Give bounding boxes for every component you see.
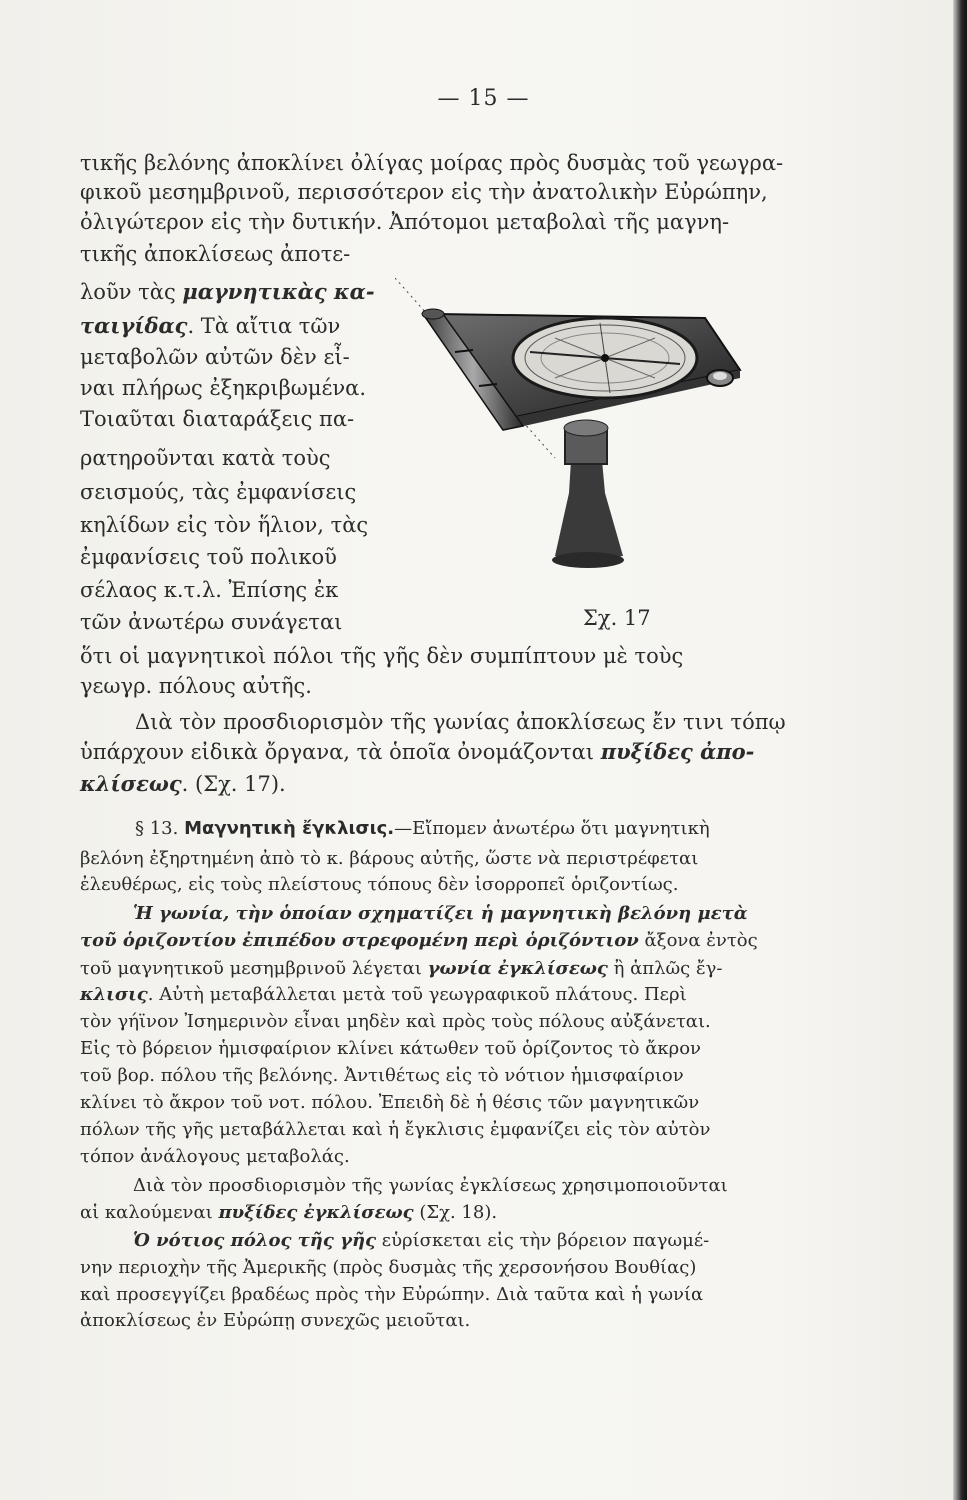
text-line: γεωγρ. πόλους αὐτῆς.: [80, 674, 312, 698]
text-line: τικῆς βελόνης ἀποκλίνει ὀλίγας μοίρας πρὸς δυσμὰς τοῦ γεωγρα-: [80, 151, 784, 175]
term-inclination-compasses: πυξίδες ἐγκλίσεως: [218, 1202, 414, 1223]
text-line: τοῦ βορ. πόλου τῆς βελόνης. Ἀντιθέτως εἰς τὸ νότιον ἡμισφαίριον: [80, 1065, 684, 1086]
text-line: τοῦ μαγνητικοῦ μεσημβρινοῦ λέγεται γωνία ἐγκλίσεως ἢ ἁπλῶς ἔγ-: [80, 958, 723, 979]
text-line: νην περιοχὴν τῆς Ἀμερικῆς (πρὸς δυσμὰς τῆς χερσονήσου Βουθίας): [80, 1257, 697, 1278]
text-line: Διὰ τὸν προσδιορισμὸν τῆς γωνίας ἐγκλίσεως χρησιμοποιοῦνται: [133, 1175, 728, 1196]
text-line: πόλων τῆς γῆς μεταβάλλεται καὶ ἡ ἔγκλισις ἐμφανίζει εἰς τὸν αὐτὸν: [80, 1119, 711, 1140]
text-line: κηλίδων εἰς τὸν ἥλιον, τὰς: [80, 513, 369, 537]
section-heading: § 13. Μαγνητικὴ ἔγκλισις.—Εἴπομεν ἀνωτέρω ὅτι μαγνητικὴ: [135, 818, 710, 839]
text-line: ὑπάρχουν εἰδικὰ ὄργανα, τὰ ὁποῖα ὀνομάζονται πυξίδες ἀπο-: [80, 739, 755, 764]
text-line: φικοῦ μεσημβρινοῦ, περισσότερον εἰς τὴν ἀνατολικὴν Εὐρώπην,: [80, 180, 768, 204]
section-number: § 13.: [135, 818, 179, 839]
term-magnetic-storms: μαγνητικὰς κα-: [182, 279, 375, 304]
section-title: Μαγνητικὴ ἔγκλισις.: [184, 818, 395, 839]
page-number: — 15 —: [437, 86, 530, 111]
text-line: Τοιαῦται διαταράξεις πα-: [80, 407, 355, 431]
text-line: Εἰς τὸ βόρειον ἡμισφαίριον κλίνει κάτωθεν τοῦ ὁρίζοντος τὸ ἄκρον: [80, 1038, 701, 1059]
figure-caption: Σχ. 17: [583, 606, 651, 630]
text-line: Ὁ νότιος πόλος τῆς γῆς εὑρίσκεται εἰς τὴν βόρειον παγωμέ-: [133, 1230, 710, 1251]
term-south-pole: Ὁ νότιος πόλος τῆς γῆς: [133, 1230, 377, 1251]
text-line: ναι πλήρως ἐξηκριβωμένα.: [80, 376, 366, 400]
text-line: ἐμφανίσεις τοῦ πολικοῦ: [80, 545, 337, 569]
text-line: τὸν γήϊνον Ἰσημερινὸν εἶναι μηδὲν καὶ πρὸς τοὺς πόλους αὐξάνεται.: [80, 1011, 711, 1032]
page-edge-shadow: [953, 0, 967, 1500]
term-magnetic-storms-end: ταιγίδας: [80, 313, 188, 338]
text-line: ὅτι οἱ μαγνητικοὶ πόλοι τῆς γῆς δὲν συμπίπτουν μὲ τοὺς: [80, 644, 684, 668]
text-line: μεταβολῶν αὐτῶν δὲν εἶ-: [80, 345, 350, 369]
text-line: ἐλευθέρως, εἰς τοὺς πλείστους τόπους δὲν ἰσορροπεῖ ὁριζοντίως.: [80, 874, 679, 895]
definition-line: τοῦ ὁριζοντίου ἐπιπέδου στρεφομένη περὶ ὁριζόντιον ἄξονα ἐντὸς: [80, 930, 758, 951]
term-declination-compasses-end: κλίσεως: [80, 771, 182, 796]
term-inclination-angle: γωνία ἐγκλίσεως: [427, 958, 608, 979]
text-line: λοῦν τὰς μαγνητικὰς κα-: [80, 279, 375, 304]
text-line: τικῆς ἀποκλίσεως ἀποτε-: [80, 242, 351, 266]
declination-compass-figure: [395, 278, 755, 598]
text-line: τῶν ἀνωτέρω συνάγεται: [80, 610, 343, 634]
text-line: σέλαος κ.τ.λ. Ἐπίσης ἐκ: [80, 578, 339, 602]
text-line: ρατηροῦνται κατὰ τοὺς: [80, 446, 331, 470]
text-line: σεισμούς, τὰς ἐμφανίσεις: [80, 480, 357, 504]
text-line: κλίνει τὸ ἄκρον τοῦ νοτ. πόλου. Ἐπειδὴ δὲ ἡ θέσις τῶν μαγνητικῶν: [80, 1092, 700, 1113]
text-line: βελόνη ἐξηρτημένη ἀπὸ τὸ κ. βάρους αὐτῆς, ὥστε νὰ περιστρέφεται: [80, 848, 699, 869]
text-line: κλίσεως. (Σχ. 17).: [80, 771, 286, 796]
text-line: Διὰ τὸν προσδιορισμὸν τῆς γωνίας ἀποκλίσεως ἔν τινι τόπῳ: [135, 710, 786, 734]
text-line: ἀποκλίσεως ἐν Εὐρώπῃ συνεχῶς μειοῦται.: [80, 1310, 471, 1331]
term-declination-compasses: πυξίδες ἀπο-: [600, 739, 755, 764]
text-line: καὶ προσεγγίζει βραδέως πρὸς τὴν Εὐρώπην. Διὰ ταῦτα καὶ ἡ γωνία: [80, 1284, 704, 1305]
text-line: κλισις. Αὐτὴ μεταβάλλεται μετὰ τοῦ γεωγραφικοῦ πλάτους. Περὶ: [80, 984, 687, 1005]
term-inclination: κλισις: [80, 984, 148, 1005]
definition-line: Ἡ γωνία, τὴν ὁποίαν σχηματίζει ἡ μαγνητικὴ βελόνη μετὰ: [133, 903, 748, 924]
text-line: ταιγίδας. Τὰ αἴτια τῶν: [80, 313, 341, 338]
text-line: ὀλιγώτερον εἰς τὴν δυτικήν. Ἀπότομοι μεταβολαὶ τῆς μαγνη-: [80, 210, 730, 234]
text-line: αἱ καλούμεναι πυξίδες ἐγκλίσεως (Σχ. 18).: [80, 1202, 498, 1223]
text-line: τόπον ἀνάλογους μεταβολάς.: [80, 1146, 350, 1167]
